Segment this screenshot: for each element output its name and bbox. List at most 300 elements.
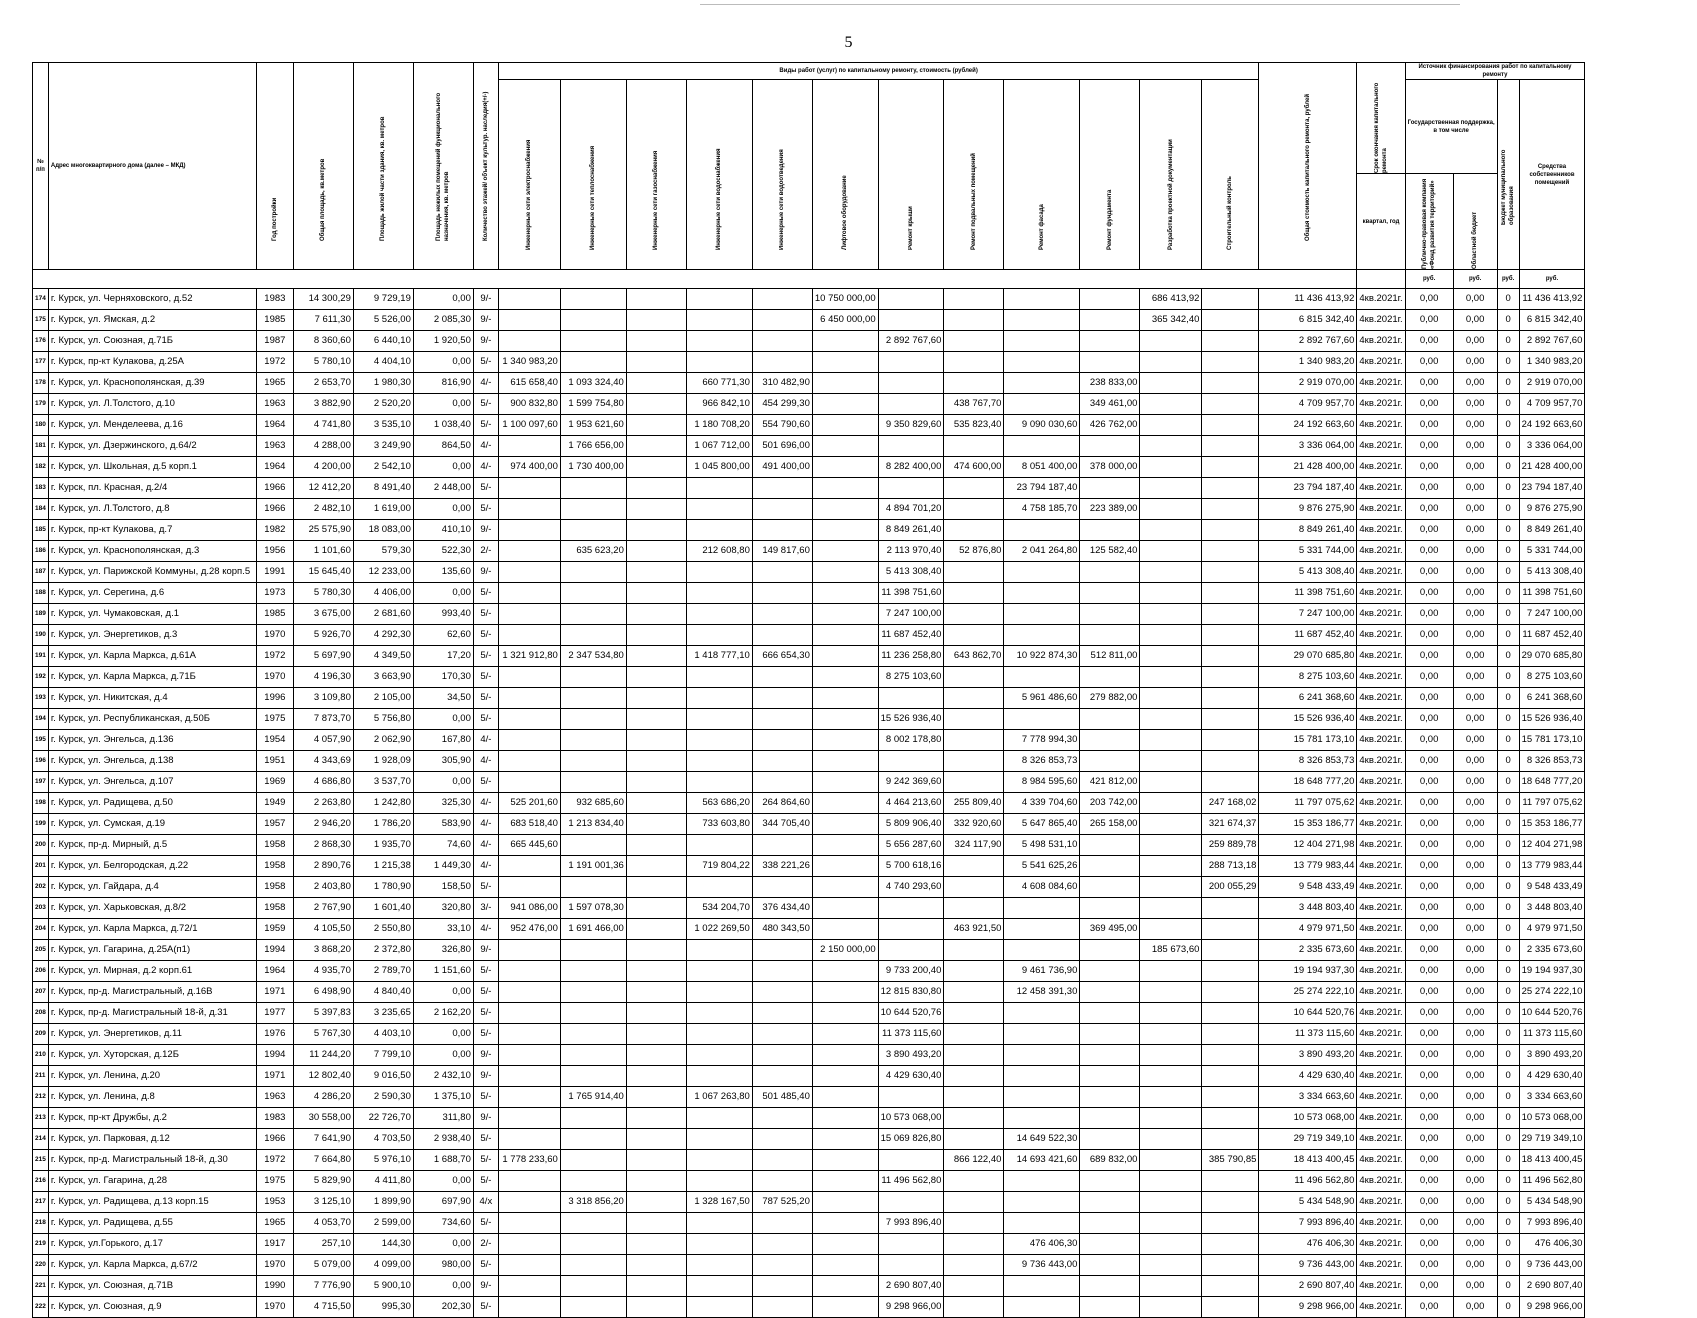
cell-nonres-area: 0,00: [413, 394, 473, 415]
cell-water: [686, 1129, 752, 1150]
cell-living-area: 7 799,10: [353, 1045, 413, 1066]
cell-gas: [626, 1087, 686, 1108]
cell-municipal: 0: [1497, 1192, 1519, 1213]
cell-owners: 29 719 349,10: [1519, 1129, 1585, 1150]
cell-sewer: [752, 562, 812, 583]
cell-sewer: 310 482,90: [752, 373, 812, 394]
cell-floors: 3/-: [473, 898, 498, 919]
cell-total-area: 5 079,00: [293, 1255, 353, 1276]
cell-living-area: 995,30: [353, 1297, 413, 1318]
cell-foundation: [1080, 1171, 1140, 1192]
cell-floors: 9/-: [473, 1045, 498, 1066]
cell-basement: [944, 982, 1004, 1003]
cell-foundation: 426 762,00: [1080, 415, 1140, 436]
col-nonres-area: Площадь нежилых помещений функционального назначения, кв. метров: [413, 63, 473, 270]
cell-gas: [626, 373, 686, 394]
cell-nonres-area: 0,00: [413, 982, 473, 1003]
units-spacer: [33, 270, 1357, 289]
cell-municipal: 0: [1497, 1129, 1519, 1150]
table-row: [33, 1024, 1585, 1045]
cell-address: г. Курск, ул. Мирная, д.2 корп.61: [48, 961, 256, 982]
cell-floors: 4/-: [473, 919, 498, 940]
cell-roof: 2 113 970,40: [878, 541, 944, 562]
cell-municipal: 0: [1497, 961, 1519, 982]
cell-roof: [878, 373, 944, 394]
cell-living-area: 1 935,70: [353, 835, 413, 856]
cell-row-number: 180: [33, 415, 49, 436]
cell-sewer: [752, 1255, 812, 1276]
cell-owners: 23 794 187,40: [1519, 478, 1585, 499]
cell-total-cost: 1 340 983,20: [1259, 352, 1357, 373]
cell-living-area: 2 590,30: [353, 1087, 413, 1108]
cell-control: [1202, 940, 1259, 961]
cell-nonres-area: 0,00: [413, 1276, 473, 1297]
cell-sewer: [752, 709, 812, 730]
cell-deadline: 4кв.2021г.: [1357, 1171, 1405, 1192]
cell-facade: [1004, 352, 1080, 373]
cell-roof: [878, 1150, 944, 1171]
cell-owners: 11 496 562,80: [1519, 1171, 1585, 1192]
cell-water: [686, 730, 752, 751]
cell-roof: [878, 1255, 944, 1276]
cell-foundation: [1080, 1003, 1140, 1024]
cell-electric: [498, 1234, 560, 1255]
cell-fund: 0,00: [1405, 1213, 1453, 1234]
cell-sewer: 149 817,60: [752, 541, 812, 562]
cell-row-number: 183: [33, 478, 49, 499]
cell-gas: [626, 751, 686, 772]
units-owners: руб.: [1519, 270, 1585, 289]
cell-deadline: 4кв.2021г.: [1357, 877, 1405, 898]
table-row: [33, 478, 1585, 499]
cell-row-number: 220: [33, 1255, 49, 1276]
cell-floors: 9/-: [473, 940, 498, 961]
cell-address: г. Курск, ул. Энергетиков, д.3: [48, 625, 256, 646]
cell-owners: 15 353 186,77: [1519, 814, 1585, 835]
cell-total-cost: 18 648 777,20: [1259, 772, 1357, 793]
table-row: [33, 457, 1585, 478]
cell-control: 288 713,18: [1202, 856, 1259, 877]
cell-facade: [1004, 940, 1080, 961]
cell-nonres-area: 202,30: [413, 1297, 473, 1318]
cell-fund: 0,00: [1405, 646, 1453, 667]
cell-floors: 5/-: [473, 1150, 498, 1171]
cell-deadline: 4кв.2021г.: [1357, 478, 1405, 499]
table-row: [33, 1297, 1585, 1318]
cell-lift: [812, 1276, 878, 1297]
cell-heat: [560, 1003, 626, 1024]
header-row-1: [33, 63, 1585, 80]
cell-deadline: 4кв.2021г.: [1357, 310, 1405, 331]
table-row: [33, 898, 1585, 919]
cell-heat: 2 347 534,80: [560, 646, 626, 667]
cell-year: 1971: [256, 982, 293, 1003]
cell-fund: 0,00: [1405, 772, 1453, 793]
cell-fund: 0,00: [1405, 814, 1453, 835]
cell-foundation: [1080, 877, 1140, 898]
table-row: [33, 982, 1585, 1003]
cell-foundation: [1080, 520, 1140, 541]
cell-lift: [812, 1129, 878, 1150]
cell-year: 1985: [256, 604, 293, 625]
cell-sewer: [752, 289, 812, 310]
cell-municipal: 0: [1497, 919, 1519, 940]
cell-living-area: 1 980,30: [353, 373, 413, 394]
cell-municipal: 0: [1497, 667, 1519, 688]
cell-year: 1985: [256, 310, 293, 331]
cell-facade: [1004, 1024, 1080, 1045]
cell-living-area: 4 292,30: [353, 625, 413, 646]
cell-row-number: 211: [33, 1066, 49, 1087]
cell-owners: 11 436 413,92: [1519, 289, 1585, 310]
cell-lift: [812, 793, 878, 814]
cell-electric: 900 832,80: [498, 394, 560, 415]
cell-basement: [944, 1171, 1004, 1192]
col-regional: Областной бюджет: [1453, 174, 1497, 270]
cell-sewer: 501 696,00: [752, 436, 812, 457]
cell-year: 1957: [256, 814, 293, 835]
cell-sewer: 501 485,40: [752, 1087, 812, 1108]
cell-facade: [1004, 667, 1080, 688]
cell-heat: [560, 310, 626, 331]
cell-water: 660 771,30: [686, 373, 752, 394]
cell-foundation: 689 832,00: [1080, 1150, 1140, 1171]
cell-year: 1963: [256, 1087, 293, 1108]
cell-year: 1971: [256, 1066, 293, 1087]
cell-year: 1964: [256, 415, 293, 436]
cell-owners: 18 648 777,20: [1519, 772, 1585, 793]
cell-municipal: 0: [1497, 772, 1519, 793]
cell-living-area: 2 681,60: [353, 604, 413, 625]
cell-address: г. Курск, ул. Карла Маркса, д.71Б: [48, 667, 256, 688]
cell-sewer: [752, 331, 812, 352]
cell-total-area: 4 196,30: [293, 667, 353, 688]
cell-total-cost: 476 406,30: [1259, 1234, 1357, 1255]
cell-regional: 0,00: [1453, 646, 1497, 667]
cell-sewer: 666 654,30: [752, 646, 812, 667]
table-row: [33, 1150, 1585, 1171]
cell-deadline: 4кв.2021г.: [1357, 289, 1405, 310]
cell-total-cost: 11 496 562,80: [1259, 1171, 1357, 1192]
cell-sewer: [752, 1129, 812, 1150]
cell-electric: [498, 961, 560, 982]
cell-address: г. Курск, ул. Ямская, д.2: [48, 310, 256, 331]
cell-heat: [560, 835, 626, 856]
cell-gas: [626, 436, 686, 457]
cell-owners: 3 334 663,60: [1519, 1087, 1585, 1108]
cell-gas: [626, 814, 686, 835]
cell-gas: [626, 562, 686, 583]
cell-roof: [878, 1234, 944, 1255]
cell-project: [1140, 1003, 1202, 1024]
col-year: Год постройки: [256, 63, 293, 270]
cell-facade: [1004, 625, 1080, 646]
cell-fund: 0,00: [1405, 1276, 1453, 1297]
cell-control: [1202, 1171, 1259, 1192]
cell-foundation: [1080, 982, 1140, 1003]
cell-sewer: [752, 751, 812, 772]
cell-row-number: 190: [33, 625, 49, 646]
cell-facade: 5 498 531,10: [1004, 835, 1080, 856]
cell-lift: [812, 730, 878, 751]
cell-electric: 615 658,40: [498, 373, 560, 394]
cell-facade: [1004, 604, 1080, 625]
cell-nonres-area: 2 162,20: [413, 1003, 473, 1024]
cell-row-number: 221: [33, 1276, 49, 1297]
cell-nonres-area: 1 449,30: [413, 856, 473, 877]
cell-foundation: [1080, 1129, 1140, 1150]
cell-project: [1140, 751, 1202, 772]
cell-sewer: [752, 688, 812, 709]
cell-basement: [944, 520, 1004, 541]
cell-floors: 4/-: [473, 814, 498, 835]
cell-facade: [1004, 919, 1080, 940]
cell-roof: 3 890 493,20: [878, 1045, 944, 1066]
cell-total-cost: 4 429 630,40: [1259, 1066, 1357, 1087]
cell-total-cost: 6 241 368,60: [1259, 688, 1357, 709]
cell-project: [1140, 1024, 1202, 1045]
cell-row-number: 218: [33, 1213, 49, 1234]
cell-water: [686, 709, 752, 730]
cell-deadline: 4кв.2021г.: [1357, 436, 1405, 457]
cell-facade: 9 461 736,90: [1004, 961, 1080, 982]
cell-year: 1951: [256, 751, 293, 772]
cell-basement: [944, 1045, 1004, 1066]
cell-lift: [812, 1003, 878, 1024]
cell-floors: 5/-: [473, 394, 498, 415]
cell-owners: 3 448 803,40: [1519, 898, 1585, 919]
cell-foundation: [1080, 604, 1140, 625]
cell-regional: 0,00: [1453, 1066, 1497, 1087]
cell-living-area: 5 900,10: [353, 1276, 413, 1297]
cell-living-area: 1 242,80: [353, 793, 413, 814]
cell-regional: 0,00: [1453, 562, 1497, 583]
cell-control: [1202, 688, 1259, 709]
cell-basement: [944, 289, 1004, 310]
cell-basement: [944, 688, 1004, 709]
cell-roof: 12 815 830,80: [878, 982, 944, 1003]
cell-total-cost: 3 448 803,40: [1259, 898, 1357, 919]
cell-total-cost: 9 736 443,00: [1259, 1255, 1357, 1276]
cell-fund: 0,00: [1405, 625, 1453, 646]
cell-floors: 5/-: [473, 667, 498, 688]
cell-lift: [812, 394, 878, 415]
cell-row-number: 212: [33, 1087, 49, 1108]
cell-facade: [1004, 1108, 1080, 1129]
cell-control: [1202, 1087, 1259, 1108]
cell-address: г. Курск, ул. Школьная, д.5 корп.1: [48, 457, 256, 478]
cell-lift: [812, 835, 878, 856]
cell-project: [1140, 667, 1202, 688]
cell-roof: 9 350 829,60: [878, 415, 944, 436]
cell-regional: 0,00: [1453, 1087, 1497, 1108]
cell-municipal: 0: [1497, 478, 1519, 499]
cell-heat: 1 953 621,60: [560, 415, 626, 436]
cell-living-area: 1 786,20: [353, 814, 413, 835]
cell-municipal: 0: [1497, 1297, 1519, 1318]
cell-facade: [1004, 1192, 1080, 1213]
table-row: [33, 919, 1585, 940]
cell-year: 1949: [256, 793, 293, 814]
cell-regional: 0,00: [1453, 457, 1497, 478]
cell-control: [1202, 352, 1259, 373]
cell-basement: 474 600,00: [944, 457, 1004, 478]
cell-basement: [944, 1276, 1004, 1297]
cell-owners: 9 736 443,00: [1519, 1255, 1585, 1276]
cell-project: [1140, 1108, 1202, 1129]
cell-total-cost: 9 876 275,90: [1259, 499, 1357, 520]
cell-nonres-area: 0,00: [413, 1171, 473, 1192]
cell-floors: 5/-: [473, 478, 498, 499]
cell-total-cost: 2 919 070,00: [1259, 373, 1357, 394]
cell-heat: [560, 583, 626, 604]
cell-roof: [878, 919, 944, 940]
cell-address: г. Курск, ул.Горького, д.17: [48, 1234, 256, 1255]
cell-control: [1202, 919, 1259, 940]
cell-water: [686, 772, 752, 793]
cell-deadline: 4кв.2021г.: [1357, 1192, 1405, 1213]
cell-owners: 2 690 807,40: [1519, 1276, 1585, 1297]
cell-gas: [626, 919, 686, 940]
cell-sewer: [752, 1150, 812, 1171]
cell-roof: [878, 352, 944, 373]
cell-roof: 7 993 896,40: [878, 1213, 944, 1234]
cell-floors: 4/-: [473, 793, 498, 814]
cell-electric: [498, 604, 560, 625]
cell-roof: [878, 688, 944, 709]
cell-electric: [498, 310, 560, 331]
cell-basement: [944, 436, 1004, 457]
cell-total-cost: 29 070 685,80: [1259, 646, 1357, 667]
cell-address: г. Курск, ул. Черняховского, д.52: [48, 289, 256, 310]
cell-deadline: 4кв.2021г.: [1357, 415, 1405, 436]
cell-facade: [1004, 1087, 1080, 1108]
cell-deadline: 4кв.2021г.: [1357, 646, 1405, 667]
cell-regional: 0,00: [1453, 961, 1497, 982]
cell-electric: [498, 499, 560, 520]
cell-owners: 8 326 853,73: [1519, 751, 1585, 772]
cell-living-area: 5 756,80: [353, 709, 413, 730]
cell-floors: 5/-: [473, 772, 498, 793]
works-group-header: Виды работ (услуг) по капитальному ремонту, стоимость (рублей): [498, 63, 1259, 80]
cell-living-area: 1 928,09: [353, 751, 413, 772]
cell-deadline: 4кв.2021г.: [1357, 331, 1405, 352]
cell-municipal: 0: [1497, 709, 1519, 730]
cell-project: [1140, 1276, 1202, 1297]
cell-sewer: [752, 1234, 812, 1255]
cell-year: 1994: [256, 1045, 293, 1066]
cell-regional: 0,00: [1453, 331, 1497, 352]
cell-deadline: 4кв.2021г.: [1357, 373, 1405, 394]
cell-total-cost: 23 794 187,40: [1259, 478, 1357, 499]
cell-deadline: 4кв.2021г.: [1357, 499, 1405, 520]
cell-row-number: 188: [33, 583, 49, 604]
cell-municipal: 0: [1497, 793, 1519, 814]
cell-heat: [560, 1255, 626, 1276]
cell-heat: [560, 625, 626, 646]
cell-basement: [944, 1087, 1004, 1108]
cell-total-cost: 2 892 767,60: [1259, 331, 1357, 352]
cell-lift: [812, 562, 878, 583]
cell-total-cost: 18 413 400,45: [1259, 1150, 1357, 1171]
cell-water: 1 328 167,50: [686, 1192, 752, 1213]
cell-foundation: [1080, 436, 1140, 457]
cell-project: [1140, 982, 1202, 1003]
cell-municipal: 0: [1497, 1234, 1519, 1255]
cell-address: г. Курск, пл. Красная, д.2/4: [48, 478, 256, 499]
cell-address: г. Курск, ул. Никитская, д.4: [48, 688, 256, 709]
cell-municipal: 0: [1497, 457, 1519, 478]
cell-municipal: 0: [1497, 940, 1519, 961]
cell-year: 1917: [256, 1234, 293, 1255]
cell-basement: [944, 352, 1004, 373]
cell-total-area: 2 263,80: [293, 793, 353, 814]
cell-floors: 4/-: [473, 730, 498, 751]
cell-row-number: 210: [33, 1045, 49, 1066]
cell-basement: [944, 1024, 1004, 1045]
cell-total-cost: 11 373 115,60: [1259, 1024, 1357, 1045]
cell-control: [1202, 1297, 1259, 1318]
cell-total-area: 11 244,20: [293, 1045, 353, 1066]
cell-municipal: 0: [1497, 373, 1519, 394]
cell-heat: [560, 520, 626, 541]
cell-electric: [498, 856, 560, 877]
table-row: [33, 1087, 1585, 1108]
cell-electric: [498, 1213, 560, 1234]
cell-owners: 19 194 937,30: [1519, 961, 1585, 982]
cell-fund: 0,00: [1405, 331, 1453, 352]
cell-regional: 0,00: [1453, 1045, 1497, 1066]
cell-living-area: 3 535,10: [353, 415, 413, 436]
cell-nonres-area: 0,00: [413, 709, 473, 730]
cell-facade: [1004, 562, 1080, 583]
cell-address: г. Курск, ул. Сумская, д.19: [48, 814, 256, 835]
cell-fund: 0,00: [1405, 478, 1453, 499]
table-row: [33, 1276, 1585, 1297]
cell-heat: 635 623,20: [560, 541, 626, 562]
cell-roof: [878, 751, 944, 772]
cell-heat: [560, 877, 626, 898]
cell-sewer: [752, 1045, 812, 1066]
cell-owners: 2 335 673,60: [1519, 940, 1585, 961]
cell-facade: 476 406,30: [1004, 1234, 1080, 1255]
cell-regional: 0,00: [1453, 835, 1497, 856]
cell-municipal: 0: [1497, 1171, 1519, 1192]
cell-electric: [498, 1087, 560, 1108]
cell-fund: 0,00: [1405, 436, 1453, 457]
cell-gas: [626, 772, 686, 793]
cell-floors: 5/-: [473, 1213, 498, 1234]
cell-sewer: [752, 1276, 812, 1297]
cell-roof: [878, 394, 944, 415]
cell-total-cost: 4 709 957,70: [1259, 394, 1357, 415]
units-deadline-2: [1357, 270, 1405, 289]
cell-project: [1140, 1192, 1202, 1213]
cell-deadline: 4кв.2021г.: [1357, 541, 1405, 562]
cell-control: [1202, 457, 1259, 478]
cell-control: [1202, 898, 1259, 919]
cell-gas: [626, 1297, 686, 1318]
cell-roof: 8 002 178,80: [878, 730, 944, 751]
cell-deadline: 4кв.2021г.: [1357, 1234, 1405, 1255]
cell-gas: [626, 1213, 686, 1234]
cell-electric: [498, 436, 560, 457]
cell-deadline: 4кв.2021г.: [1357, 457, 1405, 478]
cell-deadline: 4кв.2021г.: [1357, 1255, 1405, 1276]
cell-control: [1202, 1234, 1259, 1255]
cell-project: [1140, 646, 1202, 667]
cell-fund: 0,00: [1405, 856, 1453, 877]
